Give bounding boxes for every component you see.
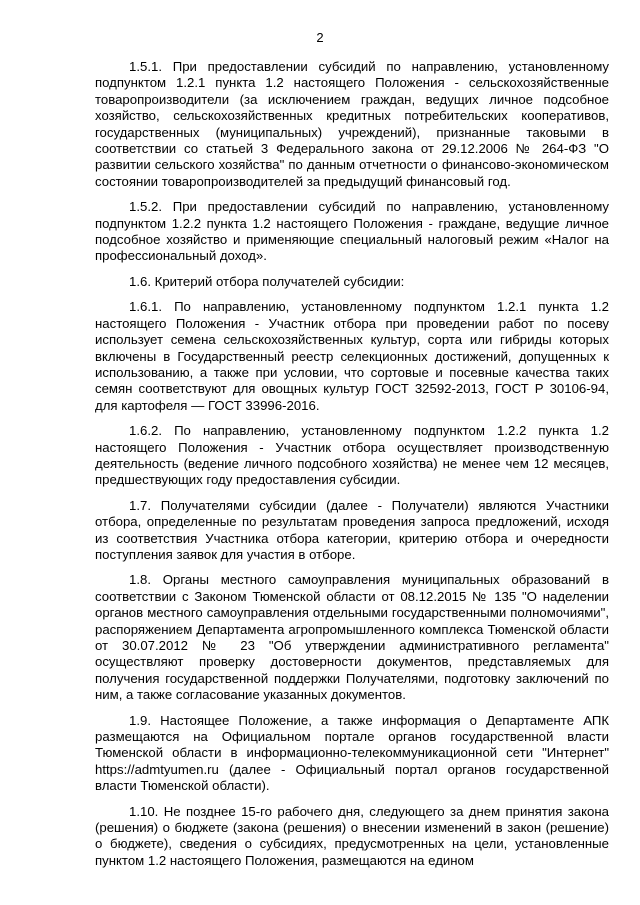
paragraph-1-10: 1.10. Не позднее 15-го рабочего дня, следующего за днем принятия закона (решения) о бюджете (закона (решения) о внесении изменений в закон (решение) о бюджете), сведения о субсидиях, предусмотренных на цели, установленные пунктом 1.2 настоящего Положения, размещаются на едином xyxy=(95,803,609,868)
paragraph-1-6: 1.6. Критерий отбора получателей субсидии: xyxy=(129,273,405,289)
paragraph-1-6-1: 1.6.1. По направлению, установленному подпунктом 1.2.1 пункта 1.2 настоящего Положения - Участник отбора при проведении работ по посеву использует семена сельскохозяйственных культур, сорта или гибриды которых включены в Государственный реестр селекционных достижений, допущенных к использованию, а также при условии, что сортовые и посевные качества таких семян соответствуют для овощных культур ГОСТ 32592-2013, ГОСТ Р 30106-94, для картофеля — ГОСТ 33996-2016. xyxy=(95,299,609,413)
paragraph-1-8: 1.8. Органы местного самоуправления муниципальных образований в соответствии с Законом Тюменской области от 08.12.2015 № 135 "О наделении органов местного самоуправления отдельными государственными полномочиями", распоряжением Департамента агропромышленного комплекса Тюменской области от 30.07.2012 № 23 "Об утверждении административного регламента" осуществляют проверку достоверности документов, представляемых для получения государственной поддержки Получателями, подготовку заключений по ним, а также согласование указанных документов. xyxy=(95,572,609,703)
paragraph-1-9: 1.9. Настоящее Положение, а также информация о Департаменте АПК размещаются на Официальном портале органов государственной власти Тюменской области в информационно-телекоммуникационной сети "Интернет" https://admtyumen.ru (далее - Официальный портал органов государственной власти Тюменской области). xyxy=(95,712,609,794)
document-body xyxy=(95,59,609,878)
paragraph-1-7: 1.7. Получателями субсидии (далее - Получатели) являются Участники отбора, определенные по результатам проведения запроса предложений, исходя из соответствия Участника отбора категории, критерию отбора и очередности поступления заявок для участия в отборе. xyxy=(95,497,609,562)
paragraph-1-5-2: 1.5.2. При предоставлении субсидий по направлению, установленному подпунктом 1.2.2 пункта 1.2 настоящего Положения - граждане, ведущие личное подсобное хозяйство и применяющие специальный налоговый режим «Налог на профессиональный доход». xyxy=(95,199,609,264)
paragraph-1-5-1: 1.5.1. При предоставлении субсидий по направлению, установленному подпунктом 1.2.1 пункта 1.2 настоящего Положения - сельскохозяйственные товаропроизводители (за исключением граждан, ведущих личное подсобное хозяйство, сельскохозяйственных кредитных потребительских кооперативов, государственных (муниципальных) учреждений), признанные таковыми в соответствии со статьей 3 Федерального закона от 29.12.2006 № 264-ФЗ "О развитии сельского хозяйства" по данным отчетности о финансово-экономическом состоянии товаропроизводителей за предыдущий финансовый год. xyxy=(95,59,609,189)
page-number: 2 xyxy=(316,30,324,45)
paragraph-1-6-2: 1.6.2. По направлению, установленному подпунктом 1.2.2 пункта 1.2 настоящего Положения - Участник отбора осуществляет производственную деятельность (ведение личного подсобного хозяйства) не менее чем 12 месяцев, предшествующих году предоставления субсидии. xyxy=(95,423,609,488)
